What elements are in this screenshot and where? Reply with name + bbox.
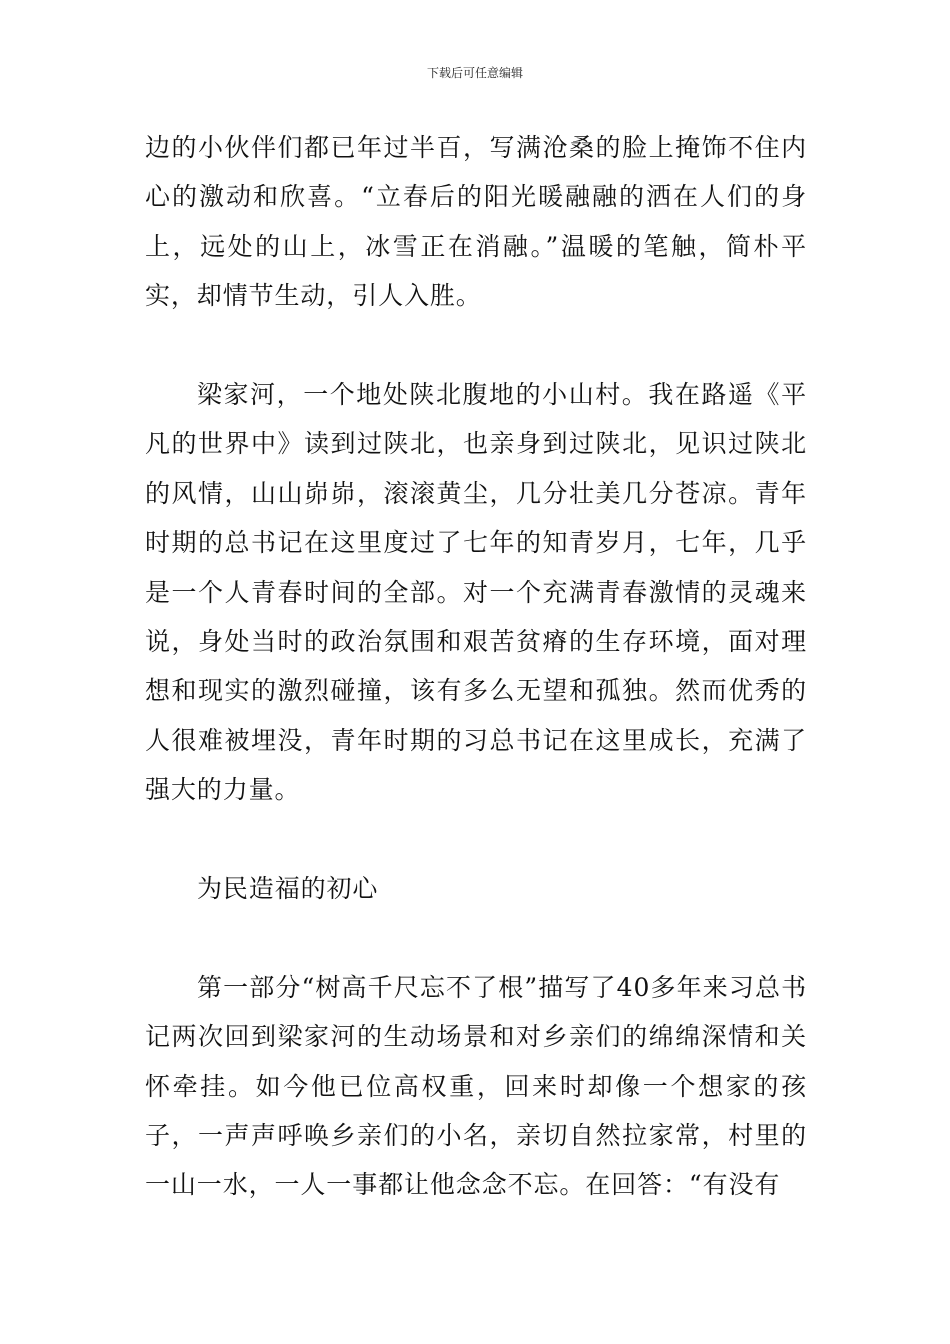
paragraph-part-one: 第一部分“树高千尺忘不了根”描写了40多年来习总书记两次回到梁家河的生动场景和对乡亲们的绵绵深情和关怀牵挂。如今他已位高权重，回来时却像一个想家的孩子，一声声呼唤乡亲们的小名，亲切自然拉家常，村里的一山一水，一人一事都让他念念不忘。在回答：“有没有 xyxy=(145,972,807,1200)
section-heading: 为民造福的初心 xyxy=(197,874,379,904)
page-header: 下载后可任意编辑 xyxy=(426,66,523,80)
paragraph-liangjiahe: 梁家河，一个地处陕北腹地的小山村。我在路遥《平凡的世界中》读到过陕北，也亲身到过陕北，见识过陕北的风情，山山峁峁，滚滚黄尘，几分壮美几分苍凉。青年时期的总书记在这里度过了七年的知青岁月，七年，几乎是一个人青春时间的全部。对一个充满青春激情的灵魂来说，身处当时的政治氛围和艰苦贫瘠的生存环境，面对理想和现实的激烈碰撞，该有多么无望和孤独。然而优秀的人很难被埋没，青年时期的习总书记在这里成长，充满了强大的力量。 xyxy=(145,380,807,805)
paragraph-continuation: 边的小伙伴们都已年过半百，写满沧桑的脸上掩饰不住内心的激动和欣喜。“立春后的阳光暖融融的洒在人们的身上，远处的山上，冰雪正在消融。”温暖的笔触，简朴平实，却情节生动，引人入胜。 xyxy=(145,133,807,311)
document-body xyxy=(145,123,807,1210)
